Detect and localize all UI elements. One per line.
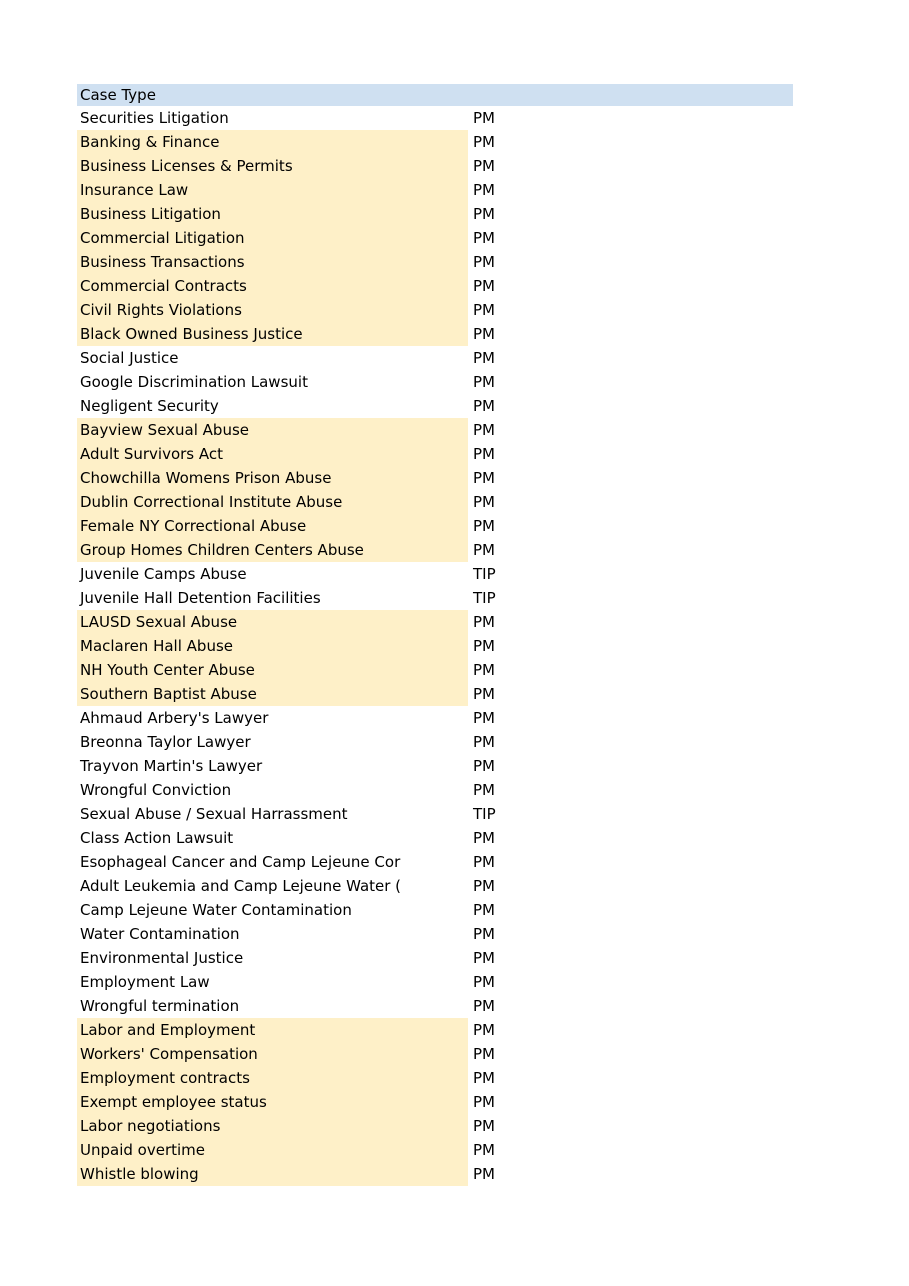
- case-type-cell[interactable]: Commercial Contracts: [77, 274, 468, 298]
- case-value-cell[interactable]: PM: [468, 994, 793, 1018]
- table-row: [77, 898, 793, 922]
- case-value-cell[interactable]: TIP: [468, 586, 793, 610]
- case-type-cell[interactable]: Exempt employee status: [77, 1090, 468, 1114]
- case-value-cell[interactable]: PM: [468, 1018, 793, 1042]
- case-type-cell[interactable]: Dublin Correctional Institute Abuse: [77, 490, 468, 514]
- table-row: [77, 802, 793, 826]
- case-value-cell[interactable]: TIP: [468, 802, 793, 826]
- table-row: [77, 226, 793, 250]
- case-value-cell[interactable]: PM: [468, 682, 793, 706]
- table-row: [77, 274, 793, 298]
- case-value-cell[interactable]: PM: [468, 202, 793, 226]
- case-value-cell[interactable]: PM: [468, 418, 793, 442]
- case-value-cell[interactable]: PM: [468, 826, 793, 850]
- case-value-cell[interactable]: PM: [468, 610, 793, 634]
- table-row: [77, 634, 793, 658]
- table-row: [77, 1114, 793, 1138]
- case-value-cell[interactable]: PM: [468, 322, 793, 346]
- table-row: [77, 754, 793, 778]
- case-type-cell[interactable]: Wrongful termination: [77, 994, 468, 1018]
- case-type-cell[interactable]: Business Licenses & Permits: [77, 154, 468, 178]
- table-row: [77, 586, 793, 610]
- table-row: [77, 490, 793, 514]
- case-type-cell[interactable]: Adult Leukemia and Camp Lejeune Water (: [77, 874, 468, 898]
- case-value-cell[interactable]: PM: [468, 658, 793, 682]
- table-row: [77, 1066, 793, 1090]
- table-row: [77, 130, 793, 154]
- case-type-cell[interactable]: Business Transactions: [77, 250, 468, 274]
- table-row: [77, 1018, 793, 1042]
- case-type-cell[interactable]: Ahmaud Arbery's Lawyer: [77, 706, 468, 730]
- case-type-cell[interactable]: Google Discrimination Lawsuit: [77, 370, 468, 394]
- case-value-cell[interactable]: TIP: [468, 562, 793, 586]
- table-row: [77, 730, 793, 754]
- case-type-cell[interactable]: Banking & Finance: [77, 130, 468, 154]
- table-row: [77, 874, 793, 898]
- case-value-cell[interactable]: PM: [468, 1090, 793, 1114]
- case-value-cell[interactable]: PM: [468, 898, 793, 922]
- case-type-cell[interactable]: Breonna Taylor Lawyer: [77, 730, 468, 754]
- table-row: [77, 298, 793, 322]
- case-value-cell[interactable]: PM: [468, 778, 793, 802]
- case-type-cell[interactable]: Class Action Lawsuit: [77, 826, 468, 850]
- case-type-cell[interactable]: Social Justice: [77, 346, 468, 370]
- table-row: [77, 1042, 793, 1066]
- table-row: [77, 994, 793, 1018]
- case-type-cell[interactable]: Civil Rights Violations: [77, 298, 468, 322]
- case-value-cell[interactable]: PM: [468, 130, 793, 154]
- case-type-cell[interactable]: Whistle blowing: [77, 1162, 468, 1186]
- case-value-cell[interactable]: PM: [468, 370, 793, 394]
- case-value-cell[interactable]: PM: [468, 1066, 793, 1090]
- table-row: [77, 922, 793, 946]
- case-value-cell[interactable]: PM: [468, 1138, 793, 1162]
- case-type-cell[interactable]: Workers' Compensation: [77, 1042, 468, 1066]
- case-type-cell[interactable]: Esophageal Cancer and Camp Lejeune Cor: [77, 850, 468, 874]
- table-row: [77, 706, 793, 730]
- case-value-cell[interactable]: PM: [468, 1114, 793, 1138]
- table-row: [77, 850, 793, 874]
- case-type-cell[interactable]: Adult Survivors Act: [77, 442, 468, 466]
- case-value-cell[interactable]: PM: [468, 922, 793, 946]
- case-type-header-cell[interactable]: Case Type: [77, 84, 793, 106]
- table-row: [77, 610, 793, 634]
- case-value-cell[interactable]: PM: [468, 178, 793, 202]
- table-row: [77, 826, 793, 850]
- case-type-cell[interactable]: Negligent Security: [77, 394, 468, 418]
- case-type-cell[interactable]: Chowchilla Womens Prison Abuse: [77, 466, 468, 490]
- table-row: [77, 370, 793, 394]
- case-type-cell[interactable]: Employment contracts: [77, 1066, 468, 1090]
- case-value-cell[interactable]: PM: [468, 154, 793, 178]
- case-type-cell[interactable]: Southern Baptist Abuse: [77, 682, 468, 706]
- case-value-cell[interactable]: PM: [468, 874, 793, 898]
- case-value-cell[interactable]: PM: [468, 706, 793, 730]
- case-type-cell[interactable]: Juvenile Hall Detention Facilities: [77, 586, 468, 610]
- case-type-cell[interactable]: Wrongful Conviction: [77, 778, 468, 802]
- case-type-cell[interactable]: Bayview Sexual Abuse: [77, 418, 468, 442]
- table-row: [77, 322, 793, 346]
- case-type-cell[interactable]: Labor negotiations: [77, 1114, 468, 1138]
- case-value-cell[interactable]: PM: [468, 490, 793, 514]
- case-type-cell[interactable]: Unpaid overtime: [77, 1138, 468, 1162]
- case-value-cell[interactable]: PM: [468, 730, 793, 754]
- table-row: [77, 1138, 793, 1162]
- case-value-cell[interactable]: PM: [468, 226, 793, 250]
- table-row: [77, 778, 793, 802]
- table-row: [77, 658, 793, 682]
- case-value-cell[interactable]: PM: [468, 1162, 793, 1186]
- case-value-cell[interactable]: PM: [468, 538, 793, 562]
- case-type-cell[interactable]: Sexual Abuse / Sexual Harrassment: [77, 802, 468, 826]
- table-row: [77, 418, 793, 442]
- case-value-cell[interactable]: PM: [468, 1042, 793, 1066]
- case-type-cell[interactable]: Black Owned Business Justice: [77, 322, 468, 346]
- table-row: [77, 682, 793, 706]
- case-type-cell[interactable]: Insurance Law: [77, 178, 468, 202]
- case-type-cell[interactable]: Labor and Employment: [77, 1018, 468, 1042]
- case-type-cell[interactable]: Business Litigation: [77, 202, 468, 226]
- table-row: [77, 946, 793, 970]
- case-value-cell[interactable]: PM: [468, 106, 793, 130]
- table-row: [77, 202, 793, 226]
- case-value-cell[interactable]: PM: [468, 970, 793, 994]
- case-type-cell[interactable]: Maclaren Hall Abuse: [77, 634, 468, 658]
- table-row: [77, 394, 793, 418]
- case-type-cell[interactable]: NH Youth Center Abuse: [77, 658, 468, 682]
- case-value-cell[interactable]: PM: [468, 634, 793, 658]
- case-type-cell[interactable]: Group Homes Children Centers Abuse: [77, 538, 468, 562]
- table-row: [77, 178, 793, 202]
- case-type-cell[interactable]: Environmental Justice: [77, 946, 468, 970]
- rows-container: [77, 106, 793, 1186]
- case-type-cell[interactable]: Juvenile Camps Abuse: [77, 562, 468, 586]
- case-type-cell[interactable]: Employment Law: [77, 970, 468, 994]
- case-value-cell[interactable]: PM: [468, 250, 793, 274]
- case-type-cell[interactable]: Commercial Litigation: [77, 226, 468, 250]
- table-row: [77, 154, 793, 178]
- table-row: [77, 466, 793, 490]
- case-value-cell[interactable]: PM: [468, 274, 793, 298]
- case-value-cell[interactable]: PM: [468, 946, 793, 970]
- table-row: [77, 346, 793, 370]
- table-row: [77, 514, 793, 538]
- table-row: [77, 1090, 793, 1114]
- case-value-cell[interactable]: PM: [468, 394, 793, 418]
- table-row: [77, 562, 793, 586]
- table-row: [77, 250, 793, 274]
- case-value-cell[interactable]: PM: [468, 466, 793, 490]
- case-type-cell[interactable]: Water Contamination: [77, 922, 468, 946]
- table-row: [77, 538, 793, 562]
- table-row: [77, 970, 793, 994]
- case-type-cell[interactable]: Securities Litigation: [77, 106, 468, 130]
- case-type-cell[interactable]: Camp Lejeune Water Contamination: [77, 898, 468, 922]
- case-type-cell[interactable]: LAUSD Sexual Abuse: [77, 610, 468, 634]
- spreadsheet: [77, 84, 793, 1186]
- case-value-cell[interactable]: PM: [468, 850, 793, 874]
- case-type-cell[interactable]: Trayvon Martin's Lawyer: [77, 754, 468, 778]
- case-value-cell[interactable]: PM: [468, 298, 793, 322]
- table-row: [77, 442, 793, 466]
- table-row: [77, 1162, 793, 1186]
- case-value-cell[interactable]: PM: [468, 754, 793, 778]
- table-row: [77, 106, 793, 130]
- case-type-cell[interactable]: Female NY Correctional Abuse: [77, 514, 468, 538]
- case-value-cell[interactable]: PM: [468, 346, 793, 370]
- case-value-cell[interactable]: PM: [468, 514, 793, 538]
- case-value-cell[interactable]: PM: [468, 442, 793, 466]
